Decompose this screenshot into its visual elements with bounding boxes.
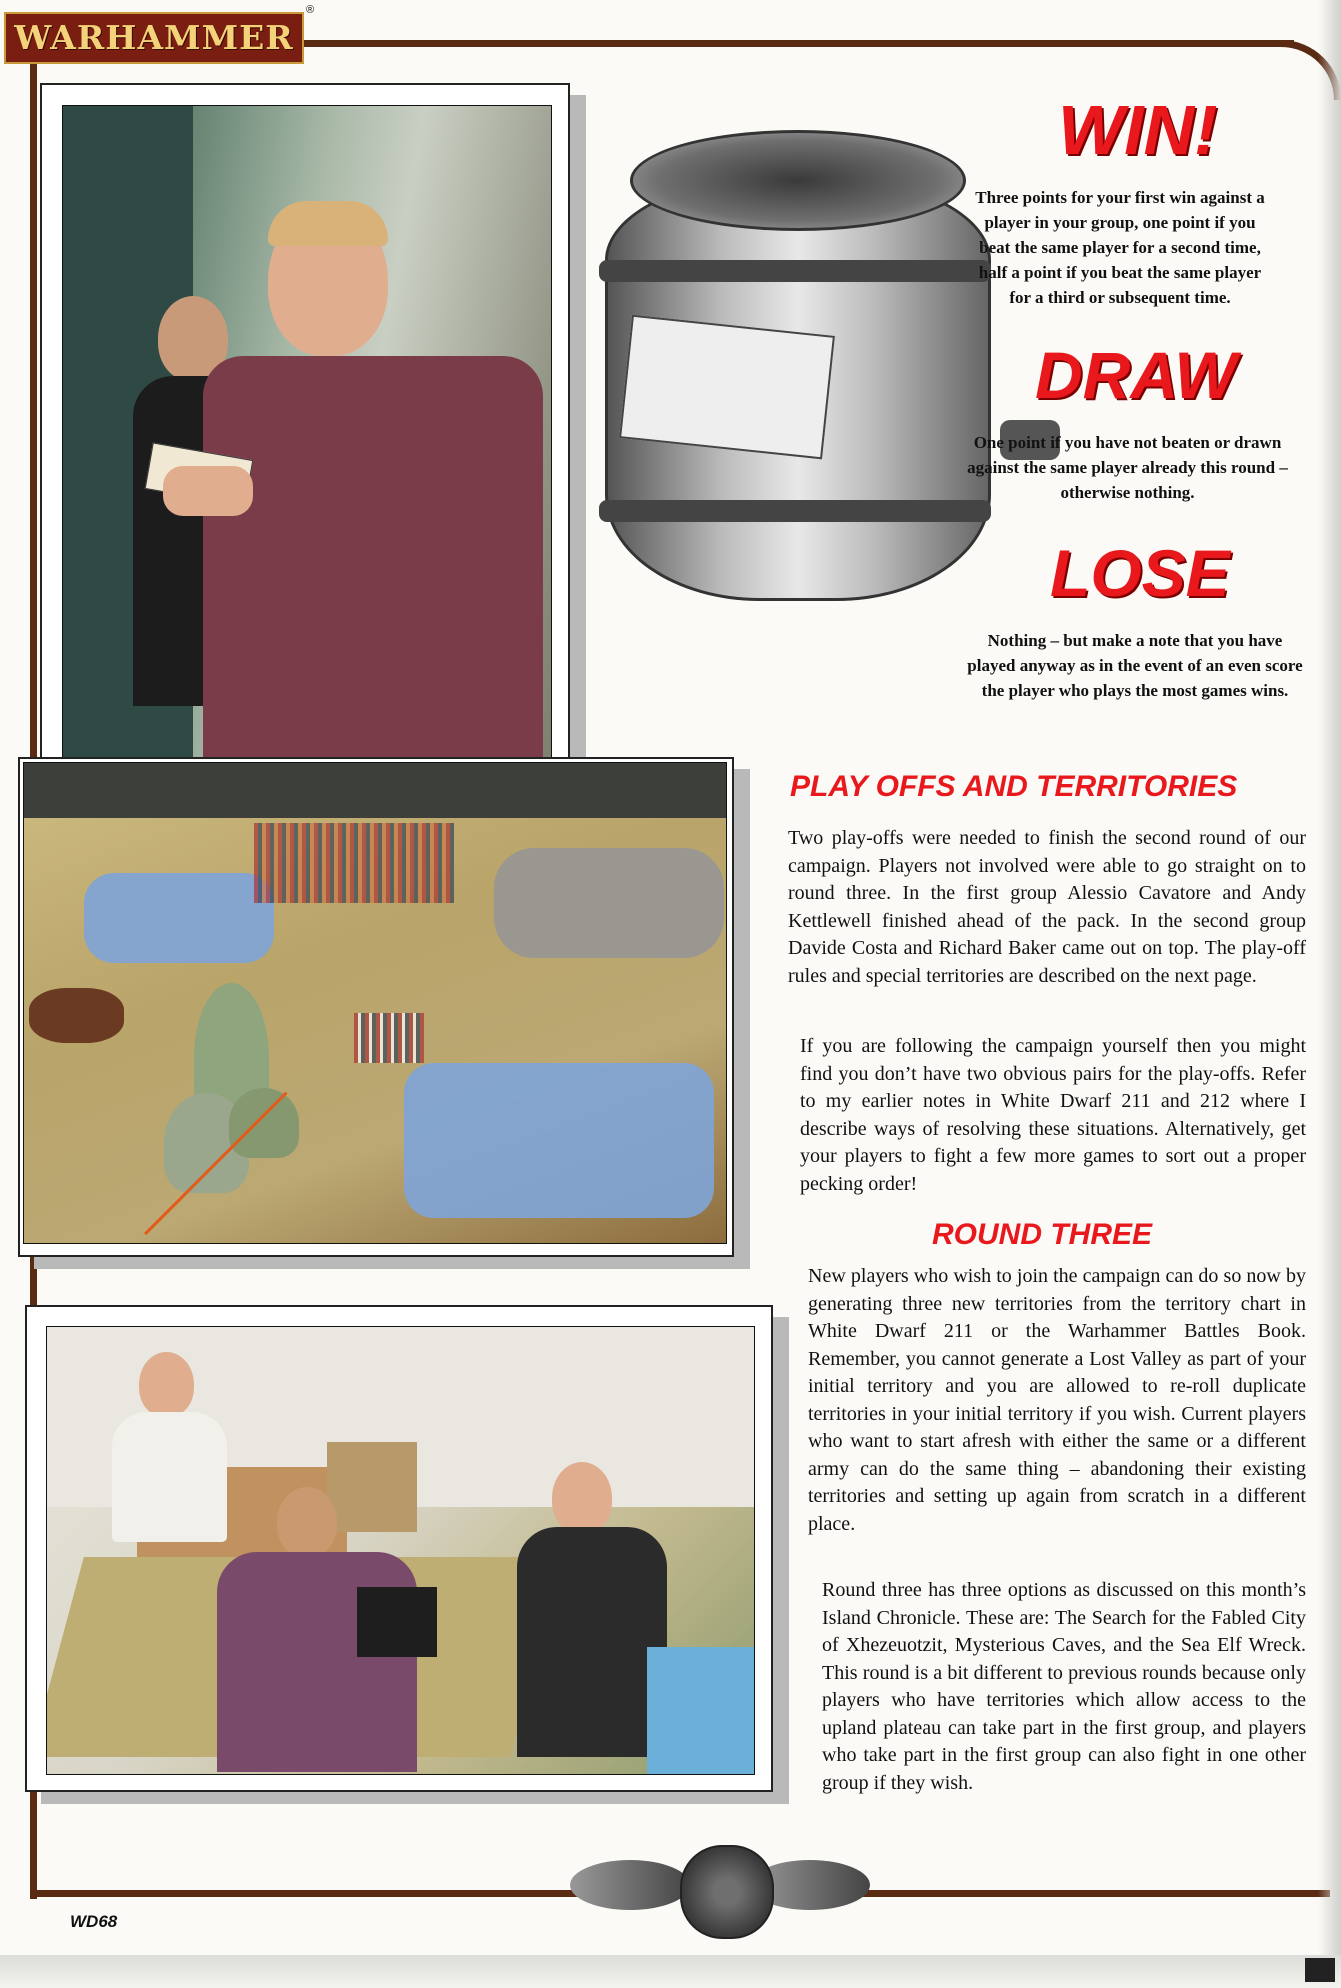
- paragraph: [822, 1577, 1306, 1797]
- carry-case: [357, 1587, 437, 1657]
- win-rules-text: Three points for your first win against a player in your group, one point if you beat the same player for a second time, half a point if you beat the same player for a third or subsequent time.: [975, 188, 1265, 307]
- emblem-wing-left: [570, 1860, 690, 1910]
- photo-players-at-table: [25, 1305, 773, 1792]
- photo-player-with-cards: [40, 83, 570, 786]
- board-backdrop: [327, 1442, 417, 1532]
- lose-rules-text: Nothing – but make a note that you have played anyway as in the event of an even score the player who plays the most games wins.: [967, 631, 1303, 700]
- registered-mark: ®: [306, 4, 315, 16]
- photo-image: [23, 762, 727, 1244]
- draw-rules-text: One point if you have not beaten or drawn against the same player already this round – otherwise nothing.: [967, 433, 1288, 502]
- blue-hill-terrain: [404, 1063, 714, 1218]
- section-heading-round-three: ROUND THREE: [932, 1218, 1153, 1251]
- emblem-skull: [680, 1845, 774, 1939]
- player-hair: [268, 201, 388, 246]
- player-purple-sweater: [217, 1552, 417, 1772]
- paragraph-text: Two play-offs were needed to finish the second round of our campaign. Players not involved were able to go straight on to round three. In the first group Alessio Cavatore and Andy Kettlewell finished ahead of the pack. In the second group Davide Costa and Richard Baker came out on top. The play-off rules and special territories are described on the next page.: [788, 827, 1306, 987]
- player-hands: [163, 466, 253, 516]
- player-white-shirt: [112, 1412, 227, 1542]
- forest-base-terrain: [29, 988, 124, 1043]
- player-body: [203, 356, 543, 766]
- section-heading-play-offs: PLAY OFFS AND TERRITORIES: [790, 770, 1238, 803]
- paragraph-text: If you are following the campaign yourself then you might find you don’t have two obvious pairs for the play-offs. Refer to my earlier notes in White Dwarf 211 and 212 where I describe ways of resolving these situations. Alternatively, get your players to fight a few more games to sort out a proper pecking order!: [800, 1035, 1306, 1195]
- blue-railing: [647, 1647, 754, 1774]
- paragraph: [788, 825, 1306, 990]
- barrel-band: [599, 500, 991, 522]
- barrel-top: [630, 130, 966, 231]
- barrel-band: [599, 260, 991, 282]
- miniature-regiment: [354, 1013, 424, 1063]
- player-head: [139, 1352, 194, 1417]
- tree-terrain: [229, 1088, 299, 1158]
- lose-heading: LOSE: [1050, 536, 1230, 610]
- draw-heading: DRAW: [1035, 338, 1237, 412]
- page-number: WD68: [70, 1912, 118, 1931]
- miniature-regiments: [254, 823, 454, 903]
- corner-mark: [1305, 1958, 1335, 1982]
- player-head: [277, 1487, 337, 1557]
- rocky-hill-terrain: [494, 848, 724, 958]
- photo-image: [62, 105, 552, 767]
- river-terrain: [84, 873, 274, 963]
- photo-image: [46, 1326, 755, 1775]
- rune-banner: [619, 315, 835, 460]
- win-heading: WIN!: [1058, 91, 1218, 169]
- warhammer-logo: WARHAMMER: [4, 12, 304, 64]
- player-head: [552, 1462, 612, 1534]
- paragraph: [808, 1263, 1306, 1538]
- player-dark-shirt: [517, 1527, 667, 1757]
- photo-battlefield: [18, 757, 734, 1257]
- paragraph-text: Round three has three options as discussed on this month’s Island Chronicle. These are: The Search for the Fabled City of Xhezeuotzit, Mysterious Caves, and the Sea Elf Wreck. This round is a bit different to previous rounds because only players who have territories which allow access to the upland plateau can take part in the first group, and players who take part in the first group can also fight in one other group if they wish.: [822, 1579, 1306, 1794]
- barrel-illustration: [605, 130, 995, 600]
- paragraph: [800, 1033, 1306, 1198]
- top-border: [304, 40, 1294, 47]
- paragraph-text: New players who wish to join the campaign can do so now by generating three new territories from the territory chart in White Dwarf 211 or the Warhammer Battles Book. Remember, you cannot generate a Lost Valley as part of your initial territory and you are allowed to re-roll duplicate territories in your initial territory if you wish. Current players who want to start afresh with either the same or a different army can do the same thing – abandoning their existing territories and setting up again from scratch in a different place.: [808, 1265, 1306, 1535]
- page-gutter-shadow: [1318, 0, 1341, 1988]
- scan-bottom-edge: [0, 1955, 1341, 1988]
- skull-emblem: [570, 1835, 870, 1950]
- table-edge-background: [24, 763, 726, 818]
